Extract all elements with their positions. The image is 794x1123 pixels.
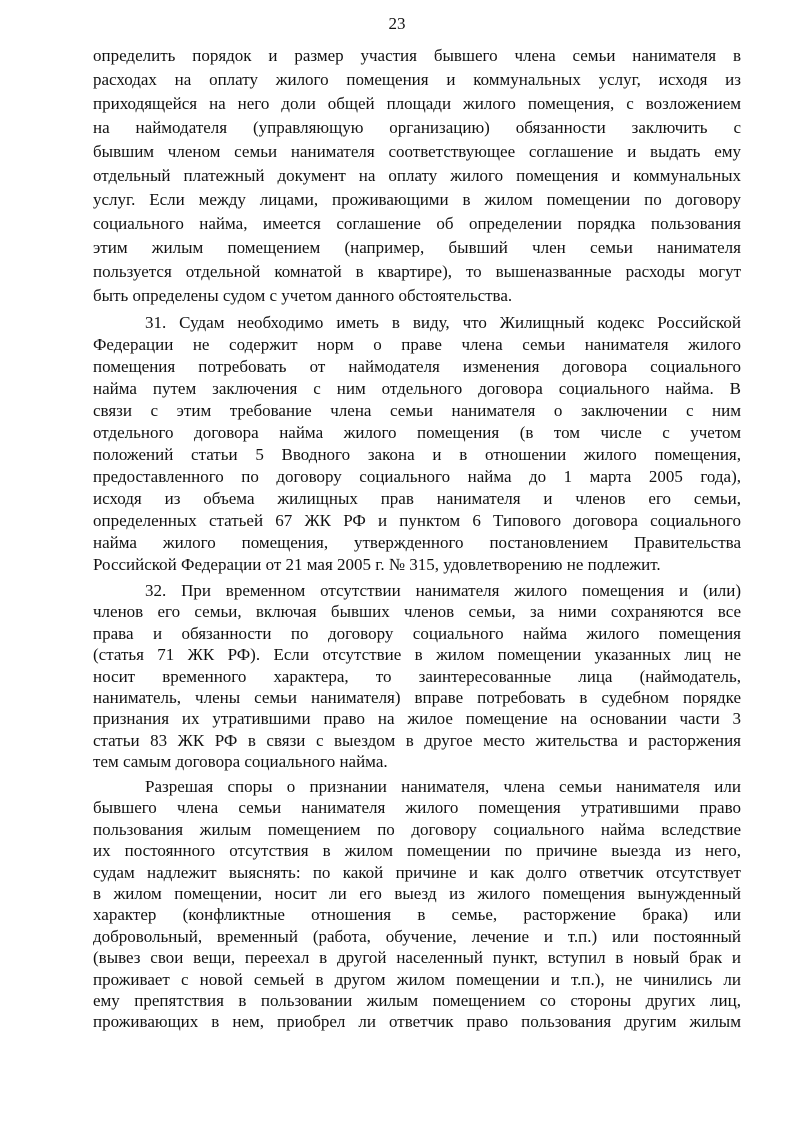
text-line: носит временного характера, то заинтересованные лица (наймодатель, (93, 666, 741, 686)
text-line: (статья 71 ЖК РФ). Если отсутствие в жилом помещении указанных лиц не (93, 645, 741, 665)
paragraph-continuation (93, 44, 741, 308)
text-line: отдельный платежный документ на оплату жилого помещения и коммунальных (93, 166, 741, 185)
paragraph-32 (93, 580, 741, 773)
text-line: добровольный, временный (работа, обучение, лечение и т.п.) или постоянный (93, 926, 741, 946)
text-line: Разрешая споры о признании нанимателя, члена семьи нанимателя или (145, 777, 741, 796)
text-line: бывшего члена семьи нанимателя жилого помещения утратившими право (93, 798, 741, 818)
text-line: социального найма, имеется соглашение об определении порядка пользования (93, 214, 741, 233)
text-line: характер (конфликтные отношения в семье, расторжение брака) или (93, 905, 741, 925)
text-line: тем самым договора социального найма. (93, 752, 388, 772)
text-line: 31. Судам необходимо иметь в виду, что Жилищный кодекс Российской (145, 313, 741, 332)
text-line: положений статьи 5 Вводного закона и в отношении жилого помещения, (93, 445, 741, 464)
text-line: определить порядок и размер участия бывшего члена семьи нанимателя в (93, 46, 741, 65)
text-line: быть определены судом с учетом данного обстоятельства. (93, 286, 513, 305)
page-number: 23 (388, 14, 406, 33)
text-line: на наймодателя (управляющую организацию) обязанности заключить с (93, 118, 741, 137)
text-line: в жилом помещении, носит ли его выезд из жилого помещения вынужденный (93, 884, 741, 904)
text-line: судам надлежит выяснять: по какой причине и как долго ответчик отсутствует (93, 862, 741, 882)
text-line: предоставленного по договору социального найма до 1 марта 2005 года), (93, 467, 741, 486)
text-line: членов его семьи, включая бывших членов семьи, за ними сохраняются все (93, 602, 741, 622)
text-line: бывшим членом семьи нанимателя соответствующее соглашение и выдать ему (93, 142, 741, 161)
text-line: проживает с новой семьей в другом жилом помещении и т.п.), не чинились ли (93, 969, 741, 989)
text-line: 32. При временном отсутствии нанимателя жилого помещения и (или) (145, 581, 741, 600)
text-line: пользуется отдельной комнатой в квартире), то вышеназванные расходы могут (93, 262, 741, 281)
text-line: найма жилого помещения, утвержденного постановлением Правительства (93, 533, 741, 552)
text-line: услуг. Если между лицами, проживающими в жилом помещении по договору (93, 190, 741, 209)
text-line: этим жилым помещением (например, бывший член семьи нанимателя (93, 238, 741, 257)
text-line: пользования жилым помещением по договору социального найма вследствие (93, 819, 741, 839)
text-line: отдельного договора найма жилого помещения (в том числе с учетом (93, 423, 741, 442)
text-line: определенных статьей 67 ЖК РФ и пунктом 6 Типового договора социального (93, 511, 741, 530)
text-line: их постоянного отсутствия в жилом помещении по причине выезда из него, (93, 841, 741, 861)
text-line: Российской Федерации от 21 мая 2005 г. № 315, удовлетворению не подлежит. (93, 555, 661, 574)
text-line: связи с этим требование члена семьи нанимателя о заключении с ним (93, 401, 741, 420)
text-line: исходя из объема жилищных прав нанимателя и членов его семьи, (93, 489, 741, 508)
text-line: расходах на оплату жилого помещения и коммунальных услуг, исходя из (93, 70, 741, 89)
text-line: найма путем заключения с ним отдельного договора социального найма. В (93, 379, 741, 398)
text-line: (вывез свои вещи, переехал в другой населенный пункт, вступил в новый брак и (93, 948, 741, 968)
paragraph-31 (93, 312, 741, 576)
text-line: ему препятствия в пользовании жилым помещением со стороны других лиц, (93, 991, 741, 1011)
text-line: приходящейся на него доли общей площади жилого помещения, с возложением (93, 94, 741, 113)
paragraph-32-disputes (93, 776, 741, 1033)
text-line: наниматель, члены семьи нанимателя) вправе потребовать в судебном порядке (93, 688, 741, 708)
text-line: права и обязанности по договору социального найма жилого помещения (93, 623, 741, 643)
text-line: статьи 83 ЖК РФ в связи с выездом в другое место жительства и расторжения (93, 730, 741, 750)
text-line: Федерации не содержит норм о праве члена семьи нанимателя жилого (93, 335, 741, 354)
text-line: помещения потребовать от наймодателя изменения договора социального (93, 357, 741, 376)
text-line: признания их утратившими право на жилое помещение на основании части 3 (93, 709, 741, 729)
text-line: проживающих в нем, приобрел ли ответчик право пользования другим жилым (93, 1012, 741, 1032)
